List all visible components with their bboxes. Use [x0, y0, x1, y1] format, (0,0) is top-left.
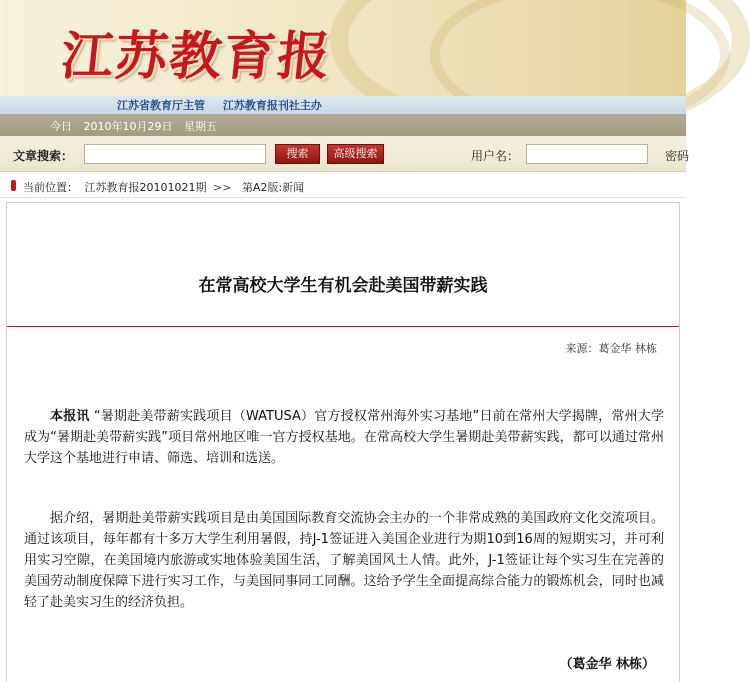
article-paragraph-1-text: “暑期赴美带薪实践项目（WATUSA）官方授权常州海外实习基地”日前在常州大学揭牌，常州大学成为“暑期赴美带薪实践”项目常州地区唯一官方授权基地。在常高校大学生暑期赴美带薪实践，都可以通过常州大学这个基地进行申请、筛选、培训和选送。 — [24, 409, 664, 466]
newspaper-logo[interactable]: 江苏教育报 — [58, 26, 335, 87]
sponsor-supervisor: 江苏省教育厅主管 — [117, 99, 205, 112]
article-panel — [6, 202, 680, 682]
article-search-label: 文章搜索： — [13, 149, 74, 163]
search-bar — [0, 136, 690, 172]
username-label: 用户名： — [471, 149, 520, 163]
current-date — [50, 118, 217, 134]
advanced-search-button[interactable]: 高级搜索 — [327, 144, 384, 164]
article-search-input[interactable] — [84, 144, 266, 164]
password-label: 密码 — [665, 149, 690, 163]
article-lead: 本报讯 — [50, 409, 90, 424]
date-bar — [0, 114, 686, 136]
today-label: 今日 — [50, 120, 72, 133]
sponsor-bar — [0, 96, 686, 114]
title-divider — [7, 326, 679, 327]
date-value: 2010年10月29日 — [83, 120, 173, 133]
article-paragraph-2: 据介绍，暑期赴美带薪实践项目是由美国国际教育交流协会主办的一个非常成熟的美国政府文化交流项目。通过该项目，每年都有十多万大学生利用暑假，持J-1签证进入美国企业进行为期10到16周的短期实习，并可利用实习空隙，在美国境内旅游或实地体验美国生活，了解美国风土人情。此外，J-1签证让每个实习生在完善的美国劳动制度保障下进行实习工作，与美国同事同工同酬。这给予学生全面提高综合能力的锻炼机会，同时也减轻了赴美实习生的经济负担。 — [24, 511, 664, 610]
breadcrumb-section-link[interactable]: 第A2版:新闻 — [241, 181, 305, 194]
weekday-value: 星期五 — [184, 120, 217, 133]
article-title: 在常高校大学生有机会赴美国带薪实践 — [198, 276, 488, 296]
search-button[interactable]: 搜索 — [275, 144, 320, 164]
article-byline: （葛金华 林栋） — [559, 657, 655, 672]
breadcrumb-prefix: 当前位置： — [23, 181, 78, 194]
location-pin-icon — [11, 180, 16, 191]
username-input[interactable] — [526, 144, 648, 164]
article-source: 来源：葛金华 林栋 — [565, 342, 657, 355]
sponsor-line — [117, 97, 322, 113]
breadcrumb — [0, 173, 686, 198]
masthead-banner — [0, 0, 686, 96]
breadcrumb-issue-link[interactable]: 江苏教育报20101021期 — [84, 181, 207, 194]
breadcrumb-text — [23, 179, 304, 195]
sponsor-publisher: 江苏教育报刊社主办 — [222, 99, 322, 112]
breadcrumb-separator: >> — [213, 181, 232, 194]
article-paragraph-1 — [24, 406, 664, 469]
